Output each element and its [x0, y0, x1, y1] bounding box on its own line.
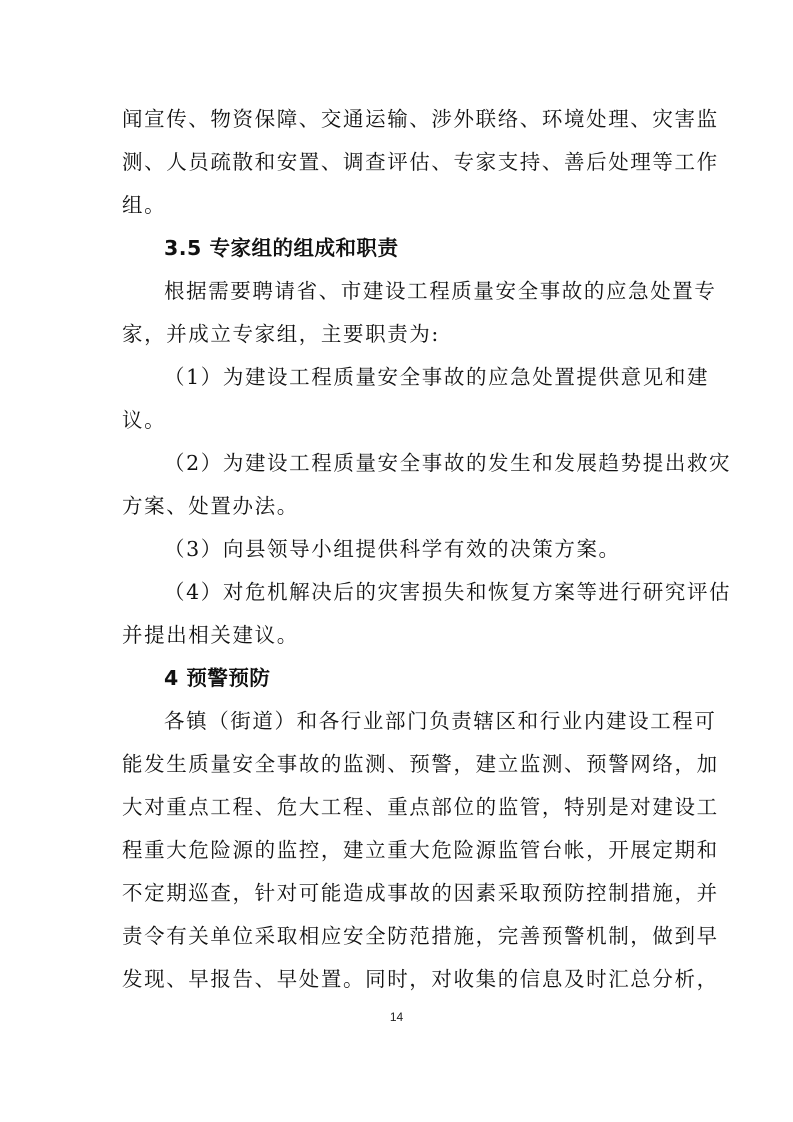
- body-text-line: 闻宣传、物资保障、交通运输、涉外联络、环境处理、灾害监: [122, 107, 719, 131]
- section-heading-4: 4 预警预防: [164, 666, 271, 690]
- body-text-line: 各镇（街道）和各行业部门负责辖区和行业内建设工程可: [164, 709, 717, 733]
- list-item-2: （2）为建设工程质量安全事故的发生和发展趋势提出救灾: [164, 451, 732, 475]
- list-item-3: （3）向县领导小组提供科学有效的决策方案。: [164, 537, 621, 561]
- body-text-line: 根据需要聘请省、市建设工程质量安全事故的应急处置专: [164, 279, 717, 303]
- body-text-line: 责令有关单位采取相应安全防范措施，完善预警机制，做到早: [122, 924, 719, 948]
- body-text-line: 不定期巡查，针对可能造成事故的因素采取预防控制措施，并: [122, 881, 719, 905]
- body-text-line: 议。: [122, 408, 167, 432]
- body-text-line: 方案、处置办法。: [122, 494, 299, 518]
- body-text-line: 测、人员疏散和安置、调查评估、专家支持、善后处理等工作: [122, 150, 719, 174]
- body-text-line: 发现、早报告、早处置。同时，对收集的信息及时汇总分析，: [122, 967, 719, 991]
- list-item-1: （1）为建设工程质量安全事故的应急处置提供意见和建: [164, 365, 710, 389]
- body-text-line: 大对重点工程、危大工程、重点部位的监管，特别是对建设工: [122, 795, 719, 819]
- body-text-line: 组。: [122, 193, 167, 217]
- list-item-4: （4）对危机解决后的灾害损失和恢复方案等进行研究评估: [164, 580, 732, 604]
- body-text-line: 并提出相关建议。: [122, 623, 299, 647]
- body-text-line: 家，并成立专家组，主要职责为:: [122, 322, 440, 346]
- body-text-line: 能发生质量安全事故的监测、预警，建立监测、预警网络，加: [122, 752, 719, 776]
- page-number: 14: [389, 1010, 404, 1024]
- body-text-line: 程重大危险源的监控，建立重大危险源监管台帐，开展定期和: [122, 838, 719, 862]
- section-heading-3-5: 3.5 专家组的组成和职责: [164, 236, 399, 260]
